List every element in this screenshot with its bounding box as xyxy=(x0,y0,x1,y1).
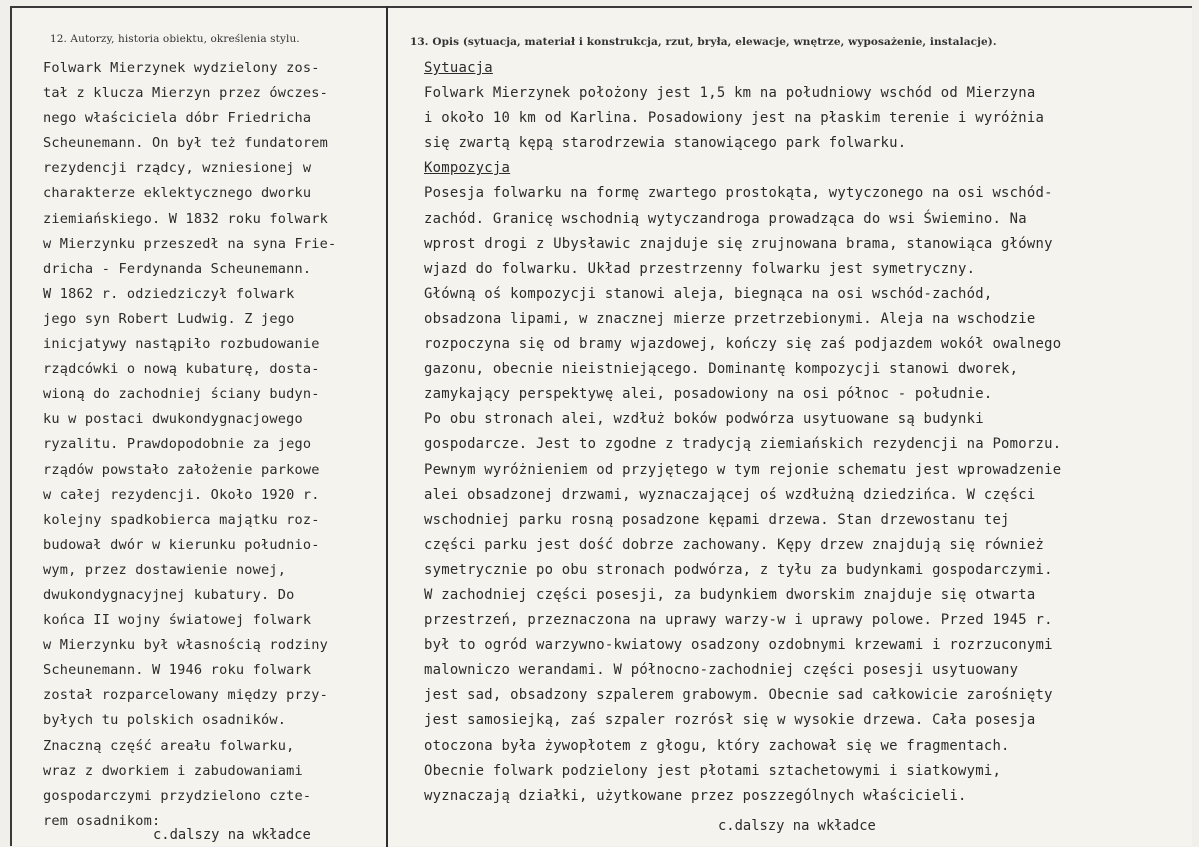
history-text-line: rządów powstało założenie parkowe xyxy=(43,461,320,478)
history-text-line: wraz z dworkiem i zabudowaniami xyxy=(43,762,303,779)
history-text-line: rządcówki o nową kubaturę, dosta- xyxy=(43,361,320,378)
description-text-line: Folwark Mierzynek położony jest 1,5 km na południowy wschód od Mierzyna xyxy=(424,85,1036,102)
description-text-line: Po obu stronach alei, wzdłuż boków podwórza usytuowane są budynki xyxy=(424,411,984,428)
history-text-line: ryzalitu. Prawdopodobnie za jego xyxy=(43,436,312,453)
history-text-line: w całej rezydencji. Około 1920 r. xyxy=(43,486,320,503)
history-text-line: wym, przez dostawienie nowej, xyxy=(43,561,287,578)
description-section-heading: Kompozycja xyxy=(424,160,511,177)
description-text-line: Posesja folwarku na formę zwartego prostokąta, wytyczonego na osi wschód- xyxy=(424,185,1053,202)
description-section-heading: Sytuacja xyxy=(424,60,493,76)
description-text-line: części parku jest dość dobrze zachowany. Kępy drzew znajdują się również xyxy=(424,536,1045,553)
history-text-line: budował dwór w kierunku południo- xyxy=(43,536,320,553)
description-text-line: Obecnie folwark podzielony jest płotami sztachetowymi i siatkowymi, xyxy=(424,762,1002,779)
history-text-line: inicjatywy nastąpiło rozbudowanie xyxy=(43,336,320,353)
description-text-line: zachód. Granicę wschodnią wytyczandroga prowadząca do wsi Świemino. Na xyxy=(424,210,1027,227)
history-text-line: dwukondygnacyjnej kubatury. Do xyxy=(43,586,295,603)
description-text-line: W zachodniej części posesji, za budynkiem dworskim znajduje się otwarta xyxy=(424,586,1036,603)
description-text-line: wyznaczają działki, użytkowane przez poszzególnych właścicieli. xyxy=(424,787,967,804)
description-text-line: zamykający perspektywę alei, posadowiony na osi północ - południe. xyxy=(424,386,993,403)
history-text-line: Scheunemann. On był też fundatorem xyxy=(43,135,329,152)
description-text-line: gazonu, obecnie nieistniejącego. Dominantę kompozycji stanowi dworek, xyxy=(424,361,1019,378)
history-text-line: wioną do zachodniej ściany budyn- xyxy=(43,386,320,403)
history-text-line: Folwark Mierzynek wydzielony zos- xyxy=(43,60,320,76)
history-text-line: w Mierzynku przeszedł na syna Frie- xyxy=(43,235,337,252)
description-text-line: i około 10 km od Karlina. Posadowiony jest na płaskim terenie i wyróżnia xyxy=(424,110,1045,127)
history-text-line: gospodarczymi przydzielono czte- xyxy=(43,787,312,804)
description-text-column xyxy=(424,56,1184,809)
description-text-line: wschodniej parku rosną posadzone kępami drzewa. Stan drzewostanu tej xyxy=(424,511,1010,528)
history-text-line: ku w postaci dwukondygnacjowego xyxy=(43,411,303,428)
history-text-line: Scheunemann. W 1946 roku folwark xyxy=(43,662,312,679)
history-text-line: charakterze eklektycznego dworku xyxy=(43,185,312,202)
history-text-line: byłych tu polskich osadników. xyxy=(43,712,287,729)
history-text-line: końca II wojny światowej folwark xyxy=(43,612,312,629)
section-13-header: 13. Opis (sytuacja, materiał i konstrukcja, rzut, bryła, elewacje, wnętrze, wyposażenie, instalacje). xyxy=(410,36,997,48)
history-text-line: jego syn Robert Ludwig. Z jego xyxy=(43,310,295,327)
description-text-line: się zwartą kępą starodrzewia stanowiącego park folwarku. xyxy=(424,135,907,152)
history-text-line: został rozparcelowany między przy- xyxy=(43,687,329,704)
history-text-line: ziemiańskiego. W 1832 roku folwark xyxy=(43,210,329,227)
description-text-line: wprost drogi z Ubysławic znajduje się zrujnowana brama, stanowiąca główny xyxy=(424,235,1053,252)
history-text-line: rem osadnikom: xyxy=(43,812,161,829)
description-text-line: otoczona była żywopłotem z głogu, który zachował się we fragmentach. xyxy=(424,737,1010,754)
section-12-header: 12. Autorzy, historia obiektu, określenia stylu. xyxy=(50,33,300,45)
right-continued-note: c.dalszy na wkładce xyxy=(718,818,876,834)
history-text-line: nego właściciela dóbr Friedricha xyxy=(43,110,312,127)
history-text-line: kolejny spadkobierca majątku roz- xyxy=(43,511,320,528)
description-text-line: symetrycznie po obu stronach podwórza, z tyłu za budynkami gospodarczymi. xyxy=(424,561,1053,578)
description-text-line: gospodarcze. Jest to zgodne z tradycją ziemiańskich rezydencji na Pomorzu. xyxy=(424,436,1062,453)
history-text-line: rezydencji rządcy, wzniesionej w xyxy=(43,160,312,177)
description-text-line: obsadzona lipami, w znacznej mierze przetrzebionymi. Aleja na wschodzie xyxy=(424,310,1036,327)
description-text-line: przestrzeń, przeznaczona na uprawy warzy-w i uprawy polowe. Przed 1945 r. xyxy=(424,612,1053,629)
description-text-line: był to ogród warzywno-kwiatowy osadzony ozdobnymi krzewami i rozrzuconymi xyxy=(424,637,1053,654)
history-text-line: Znaczną część areału folwarku, xyxy=(43,737,295,754)
history-text-column xyxy=(43,56,388,834)
description-text-line: Główną oś kompozycji stanowi aleja, biegnąca na osi wschód-zachód, xyxy=(424,285,993,302)
left-continued-note: c.dalszy na wkładce xyxy=(153,827,311,843)
description-text-line: jest sad, obsadzony szpalerem grabowym. Obecnie sad całkowicie zarośnięty xyxy=(424,687,1053,704)
history-text-line: tał z klucza Mierzyn przez ówczes- xyxy=(43,85,329,102)
history-text-line: W 1862 r. odziedziczył folwark xyxy=(43,285,295,302)
description-text-line: jest samosiejką, zaś szpaler rozrósł się w wysokie drzewa. Cała posesja xyxy=(424,712,1036,729)
description-text-line: wjazd do folwarku. Układ przestrzenny folwarku jest symetryczny. xyxy=(424,260,976,277)
description-text-line: Pewnym wyróżnieniem od przyjętego w tym rejonie schematu jest wprowadzenie xyxy=(424,461,1062,478)
description-text-line: alei obsadzonej drzwami, wyznaczającej oś wzdłużną dziedzińca. W części xyxy=(424,486,1036,503)
description-text-line: malowniczo werandami. W północno-zachodniej części posesji usytuowany xyxy=(424,662,1019,679)
history-text-line: dricha - Ferdynanda Scheunemann. xyxy=(43,260,312,277)
description-text-line: rozpoczyna się od bramy wjazdowej, kończy się zaś podjazdem wokół owalnego xyxy=(424,336,1062,353)
history-text-line: w Mierzynku był własnością rodziny xyxy=(43,637,329,654)
